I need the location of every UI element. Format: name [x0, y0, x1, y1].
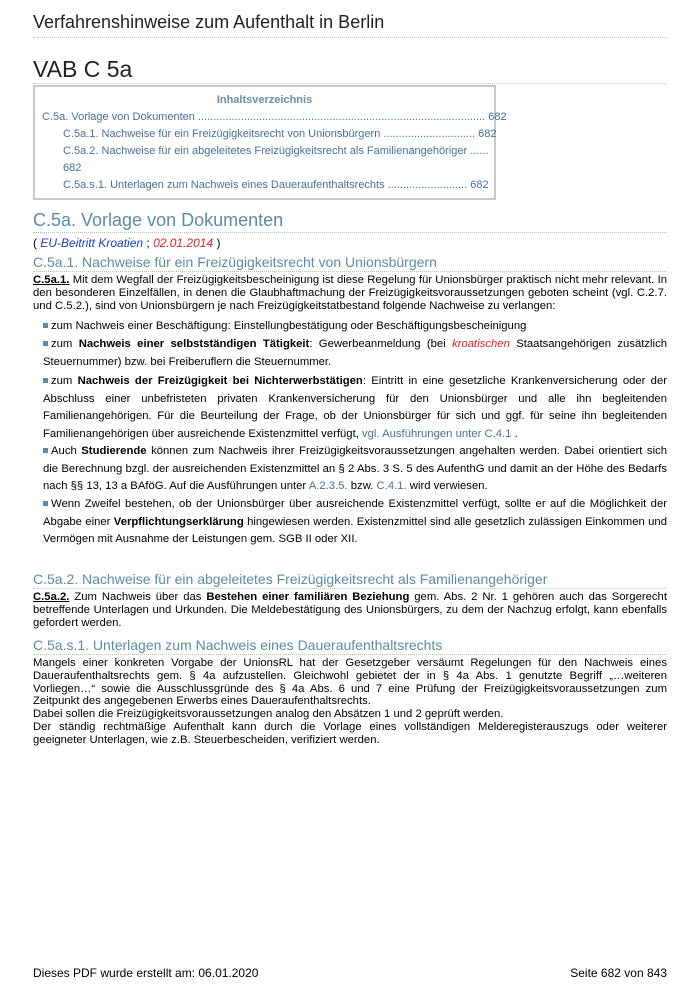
toc-entry-c5a2[interactable]: C.5a.2. Nachweise für ein abgeleitetes Freizügigkeitsrecht als Familienangehöriger ......: [63, 145, 489, 157]
table-of-contents: [33, 85, 507, 200]
paragraph-c5a2: C.5a.2. Zum Nachweis über das Bestehen einer familiären Beziehung gem. Abs. 2 Nr. 1 gehören auch das Sorgerecht betreffende Unterlagen und Urkunden. Die Meldebestätigung des Unionsbürgers, zu dem der Nachzug erfolgt, kann ebenfalls gefordert werden.: [33, 591, 667, 629]
page-title: VAB C 5a: [33, 56, 133, 82]
toc-entry-c5a1[interactable]: C.5a.1. Nachweise für ein Freizügigkeitsrecht von Unionsbürgern .............................. 682: [63, 128, 497, 140]
bullet-square-icon: [43, 341, 48, 346]
toc-entry-page[interactable]: 682: [63, 162, 82, 174]
toc-entry-c5a2-page[interactable]: [63, 162, 81, 174]
section-heading-c5a2: C.5a.2. Nachweise für ein abgeleitetes Freizügigkeitsrecht als Familienangehöriger: [33, 571, 548, 587]
c41-link[interactable]: vgl. Ausführungen unter C.4.1: [362, 427, 512, 440]
section-heading-c5a1: C.5a.1. Nachweise für ein Freizügigkeitsrecht von Unionsbürgern: [33, 254, 437, 270]
toc-entry-label[interactable]: C.5a.s.1. Unterlagen zum Nachweis eines Daueraufenthaltsrechts: [63, 179, 385, 191]
toc-entry-c5as1[interactable]: C.5a.s.1. Unterlagen zum Nachweis eines Daueraufenthaltsrechts .......................... 682: [63, 179, 489, 191]
subsection-divider: [33, 654, 667, 655]
amendment-note: ( EU-Beitritt Kroatien ; 02.01.2014 ): [33, 236, 221, 250]
list-item: zum Nachweis der Freizügigkeit bei Nichterwerbstätigen: Eintritt in eine gesetzliche Krankenversicherung oder der Abschluss einer unbefristeten privaten Krankenversicherung für den Unionsbürger und alle ihn begleitenden Familienangehörigen. Für die Beurteilung der Frage, ob der Unionsbürger für sich und ggf. für seine ihn begleitenden Familienangehörigen über ausreichende Existenzmittel verfügt, vgl. Ausführungen unter C.4.1 .: [43, 375, 667, 440]
list-item: zum Nachweis einer Beschäftigung: Einstellungbestätigung oder Beschäftigungsbescheinigung: [43, 318, 667, 336]
toc-entry-label[interactable]: C.5a.1. Nachweise für ein Freizügigkeitsrecht von Unionsbürgern: [63, 128, 381, 140]
list-item: zum Nachweis einer selbstständigen Tätigkeit: Gewerbeanmeldung (bei kroatischen Staatsangehörigen zusätzlich Steuernummer) bzw. bei Freiberuflern die Steuernummer.: [43, 338, 667, 368]
footer-page-number: Seite 682 von 843: [570, 966, 667, 980]
toc-entry-page[interactable]: 682: [478, 128, 497, 140]
section-divider: [33, 232, 667, 233]
toc-entry-page[interactable]: 682: [470, 179, 489, 191]
toc-entry-label[interactable]: C.5a.2. Nachweise für ein abgeleitetes Freizügigkeitsrecht als Familienangehöriger: [63, 145, 468, 157]
bullet-square-icon: [43, 501, 48, 506]
paragraph-number: C.5a.1.: [33, 274, 70, 286]
bullet-square-icon: [43, 448, 48, 453]
toc-entry-c5a[interactable]: C.5a. Vorlage von Dokumenten .............................................................................................. 682: [42, 111, 507, 123]
toc-title: Inhaltsverzeichnis: [216, 94, 313, 106]
paragraph-c5as1: Mangels einer konkreten Vorgabe der UnionsRL hat der Gesetzgeber versäumt Regelungen für den Nachweis eines Daueraufenthaltsrechts gem. § 4a aufzustellen. Gleichwohl gebietet der in § 4a Abs. 1 genutzte Begriff „…weiteren Vorliegen…“ sowie die Ausschlussgründe des § 4a Abs. 6 und 7 eine Prüfung der Freizügigkeitsvoraussetzungen zum Zeitpunkt des angegebenen Erwerbs eines Daueraufenthaltsrechts. Dabei sollen die Freizügigkeitsvoraussetzungen analog den Absätzen 1 und 2 geprüft werden. Der ständig rechtmäßige Aufenthalt kann durch die Vorlage eines vollständigen Melderegisterauszugs oder weiterer geeigneter Unterlagen, wie z.B. Steuerbescheiden, verifiziert werden.: [33, 657, 667, 746]
section-heading-c5a: C.5a. Vorlage von Dokumenten: [33, 210, 284, 230]
toc-entry-label[interactable]: C.5a. Vorlage von Dokumenten: [42, 111, 195, 123]
list-item: Wenn Zweifel bestehen, ob der Unionsbürger über ausreichende Existenzmittel verfügt, sollte er auf die Möglichkeit der Abgabe einer Verpflichtungserklärung hingewiesen werden. Existenzmittel sind alle gesetzlich zulässigen Einkommen und Vermögen mit Ausnahme der Leistungen gem. SGB II oder XII.: [43, 498, 667, 545]
list-item: Auch Studierende können zum Nachweis ihrer Freizügigkeitsvoraussetzungen angehalten werden. Dabei orientiert sich die Berechnung bzgl. der ausreichenden Existenzmittel an § 2 Abs. 3 S. 5 des AufenthG und damit an der Höhe des Bedarfs nach §§ 13, 13 a BAföG. Auf die Ausführungen unter A.2.3.5. bzw. C.4.1. wird verwiesen.: [43, 445, 668, 492]
paragraph-number: C.5a.2.: [33, 591, 70, 603]
footer-created-date: Dieses PDF wurde erstellt am: 06.01.2020: [33, 966, 259, 980]
toc-entry-page[interactable]: 682: [488, 111, 507, 123]
subsection-divider: [33, 271, 667, 272]
header-divider: [33, 37, 667, 38]
a235-link[interactable]: A.2.3.5.: [308, 480, 348, 492]
eu-beitritt-link[interactable]: EU-Beitritt Kroatien: [40, 236, 144, 250]
section-heading-c5as1: C.5a.s.1. Unterlagen zum Nachweis eines Daueraufenthaltsrechts: [33, 637, 443, 653]
paragraph-c5a1-intro: C.5a.1. Mit dem Wegfall der Freizügigkeitsbescheinigung ist diese Regelung für Unionsbürger praktisch nicht mehr relevant. In den besonderen Einzelfällen, in denen die Glaubhaftmachung der Freizügigkeitsvoraussetzungen geboten scheint (vgl. C.2.7. und C.5.2.), sind von Unionsbürgern je nach Freizügigkeitstatbestand folgende Nachweise zu verlangen:: [33, 274, 667, 312]
document-header-title: Verfahrenshinweise zum Aufenthalt in Berlin: [33, 12, 385, 32]
c41-link[interactable]: C.4.1.: [376, 480, 407, 492]
subsection-divider: [33, 588, 667, 589]
title-divider: [33, 83, 667, 84]
bullet-square-icon: [43, 323, 48, 328]
amendment-date: 02.01.2014: [153, 236, 214, 250]
bullet-square-icon: [43, 378, 48, 383]
